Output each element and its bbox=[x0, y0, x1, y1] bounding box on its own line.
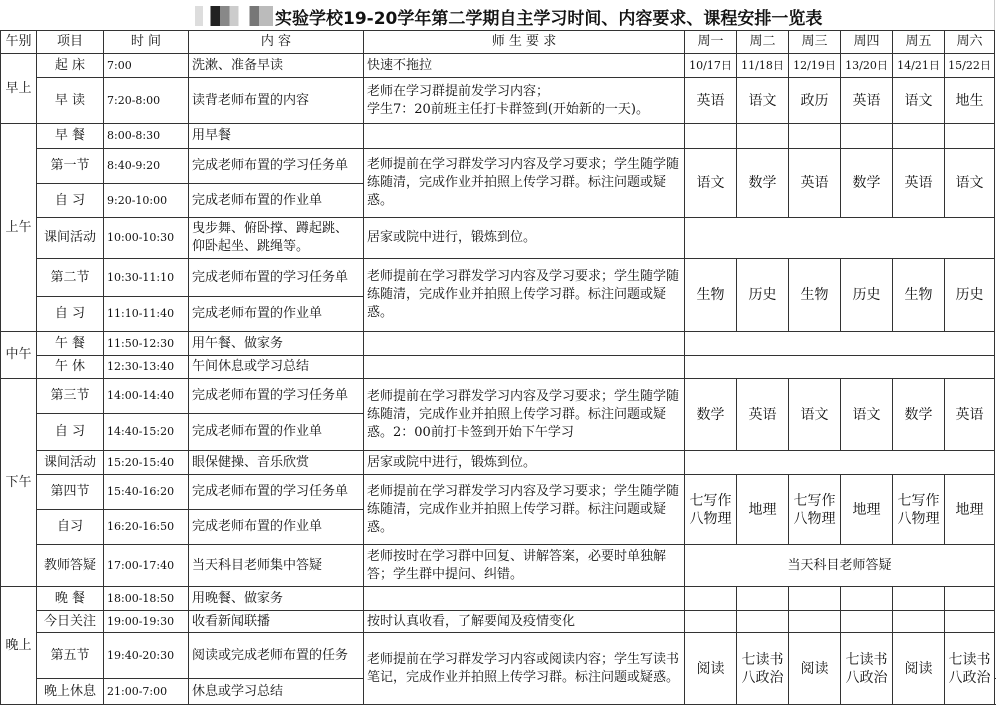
content-cell: 收看新闻联播 bbox=[189, 611, 364, 633]
subject-cell: 阅读 bbox=[893, 633, 945, 705]
subject-cell: 七读书八政治 bbox=[737, 633, 789, 705]
subject-cell: 语文 bbox=[841, 379, 893, 451]
date-cell: 10/17日 bbox=[685, 54, 737, 78]
empty-cell bbox=[685, 451, 995, 475]
time-cell: 15:40-16:20 bbox=[104, 475, 189, 510]
item-cell: 自习 bbox=[37, 510, 104, 545]
table-row bbox=[1, 475, 995, 510]
content-cell: 午间休息或学习总结 bbox=[189, 356, 364, 379]
item-cell: 午 餐 bbox=[37, 332, 104, 356]
item-cell: 午 休 bbox=[37, 356, 104, 379]
subject-cell: 历史 bbox=[945, 259, 995, 332]
empty-cell bbox=[685, 587, 737, 611]
item-cell: 第二节 bbox=[37, 259, 104, 297]
time-cell: 12:30-13:40 bbox=[104, 356, 189, 379]
requirement-cell: 居家或院中进行，锻炼到位。 bbox=[364, 451, 685, 475]
period-cell: 早上 bbox=[1, 54, 37, 124]
requirement-cell bbox=[364, 587, 685, 611]
item-cell: 晚上休息 bbox=[37, 679, 104, 705]
empty-cell bbox=[789, 587, 841, 611]
content-cell: 读背老师布置的内容 bbox=[189, 78, 364, 124]
item-cell: 早 餐 bbox=[37, 124, 104, 149]
subject-cell: 阅读 bbox=[685, 633, 737, 705]
requirement-cell: 老师提前在学习群发学习内容及学习要求；学生随学随练随清，完成作业并拍照上传学习群。标注问题或疑惑。 bbox=[364, 259, 685, 332]
empty-cell bbox=[945, 124, 995, 149]
content-cell: 眼保健操、音乐欣赏 bbox=[189, 451, 364, 475]
content-cell: 休息或学习总结 bbox=[189, 679, 364, 705]
time-cell: 16:20-16:50 bbox=[104, 510, 189, 545]
content-cell: 完成老师布置的学习任务单 bbox=[189, 259, 364, 297]
subject-cell: 七读书八政治 bbox=[945, 633, 995, 705]
content-cell: 完成老师布置的作业单 bbox=[189, 297, 364, 332]
subject-cell: 数学 bbox=[685, 379, 737, 451]
item-cell: 晚 餐 bbox=[37, 587, 104, 611]
time-cell: 14:40-15:20 bbox=[104, 414, 189, 451]
content-cell: 用晚餐、做家务 bbox=[189, 587, 364, 611]
subject-cell: 政历 bbox=[789, 78, 841, 124]
period-cell: 中午 bbox=[1, 332, 37, 379]
period-cell: 晚上 bbox=[1, 587, 37, 705]
empty-cell bbox=[841, 124, 893, 149]
subject-cell: 生物 bbox=[893, 259, 945, 332]
time-cell: 10:30-11:10 bbox=[104, 259, 189, 297]
item-cell: 自 习 bbox=[37, 297, 104, 332]
requirement-cell: 快速不拖拉 bbox=[364, 54, 685, 78]
item-cell: 第四节 bbox=[37, 475, 104, 510]
subject-cell: 英语 bbox=[945, 379, 995, 451]
schedule-table bbox=[0, 30, 995, 705]
subject-cell: 英语 bbox=[737, 379, 789, 451]
subject-cell: 地理 bbox=[841, 475, 893, 545]
content-cell: 完成老师布置的作业单 bbox=[189, 414, 364, 451]
subject-cell: 地理 bbox=[737, 475, 789, 545]
period-cell: 上午 bbox=[1, 124, 37, 332]
table-row bbox=[1, 451, 995, 475]
time-cell: 8:00-8:30 bbox=[104, 124, 189, 149]
requirement-cell: 老师提前在学习群发学习内容及学习要求；学生随学随练随清，完成作业并拍照上传学习群。标注问题或疑惑。 bbox=[364, 475, 685, 545]
empty-cell bbox=[737, 587, 789, 611]
empty-cell bbox=[841, 587, 893, 611]
header-cell: 内 容 bbox=[189, 31, 364, 54]
empty-cell bbox=[685, 124, 737, 149]
item-cell: 第五节 bbox=[37, 633, 104, 679]
item-cell: 今日关注 bbox=[37, 611, 104, 633]
subject-cell: 英语 bbox=[789, 149, 841, 218]
requirement-cell: 按时认真收看，了解要闻及疫情变化 bbox=[364, 611, 685, 633]
time-cell: 17:00-17:40 bbox=[104, 545, 189, 587]
header-cell: 师 生 要 求 bbox=[364, 31, 685, 54]
content-cell: 完成老师布置的学习任务单 bbox=[189, 149, 364, 184]
table-row bbox=[1, 259, 995, 297]
time-cell: 8:40-9:20 bbox=[104, 149, 189, 184]
content-cell: 当天科目老师集中答疑 bbox=[189, 545, 364, 587]
subject-cell: 阅读 bbox=[789, 633, 841, 705]
subject-cell: 历史 bbox=[841, 259, 893, 332]
empty-cell bbox=[893, 611, 945, 633]
content-cell: 用午餐、做家务 bbox=[189, 332, 364, 356]
item-cell: 课间活动 bbox=[37, 451, 104, 475]
answer-cell: 当天科目老师答疑 bbox=[685, 545, 995, 587]
table-row bbox=[1, 124, 995, 149]
content-cell: 完成老师布置的学习任务单 bbox=[189, 475, 364, 510]
content-cell: 完成老师布置的作业单 bbox=[189, 510, 364, 545]
item-cell: 第三节 bbox=[37, 379, 104, 414]
redacted-school-name bbox=[195, 6, 273, 26]
requirement-cell bbox=[364, 124, 685, 149]
header-cell: 周三 bbox=[789, 31, 841, 54]
table-row bbox=[1, 611, 995, 633]
table-row bbox=[1, 332, 995, 356]
empty-cell bbox=[737, 611, 789, 633]
requirement-cell: 老师在学习群提前发学习内容； 学生7：20前班主任打卡群签到(开始新的一天)。 bbox=[364, 78, 685, 124]
subject-cell: 英语 bbox=[685, 78, 737, 124]
requirement-cell: 老师提前在学习群发学习内容或阅读内容；学生写读书笔记，完成作业并拍照上传学习群。标注问题或疑惑。 bbox=[364, 633, 685, 705]
empty-cell bbox=[685, 611, 737, 633]
date-cell: 13/20日 bbox=[841, 54, 893, 78]
item-cell: 课间活动 bbox=[37, 218, 104, 259]
empty-cell bbox=[789, 611, 841, 633]
time-cell: 9:20-10:00 bbox=[104, 184, 189, 218]
header-cell: 周一 bbox=[685, 31, 737, 54]
subject-cell: 生物 bbox=[685, 259, 737, 332]
time-cell: 21:00-7:00 bbox=[104, 679, 189, 705]
document-title bbox=[0, 0, 995, 30]
content-cell: 完成老师布置的作业单 bbox=[189, 184, 364, 218]
subject-cell: 语文 bbox=[893, 78, 945, 124]
requirement-cell bbox=[364, 356, 685, 379]
content-cell: 曳步舞、俯卧撑、蹲起跳、仰卧起坐、跳绳等。 bbox=[189, 218, 364, 259]
time-cell: 11:10-11:40 bbox=[104, 297, 189, 332]
subject-cell: 数学 bbox=[737, 149, 789, 218]
empty-cell bbox=[893, 587, 945, 611]
table-row bbox=[1, 54, 995, 78]
time-cell: 19:00-19:30 bbox=[104, 611, 189, 633]
content-cell: 用早餐 bbox=[189, 124, 364, 149]
requirement-cell: 居家或院中进行，锻炼到位。 bbox=[364, 218, 685, 259]
subject-cell: 数学 bbox=[893, 379, 945, 451]
subject-cell: 七写作八物理 bbox=[789, 475, 841, 545]
date-cell: 12/19日 bbox=[789, 54, 841, 78]
subject-cell: 七写作八物理 bbox=[685, 475, 737, 545]
item-cell: 第一节 bbox=[37, 149, 104, 184]
subject-cell: 七读书八政治 bbox=[841, 633, 893, 705]
subject-cell: 英语 bbox=[893, 149, 945, 218]
empty-cell bbox=[685, 356, 995, 379]
requirement-cell: 老师提前在学习群发学习内容及学习要求；学生随学随练随清，完成作业并拍照上传学习群。标注问题或疑惑。 bbox=[364, 149, 685, 218]
subject-cell: 语文 bbox=[685, 149, 737, 218]
content-cell: 阅读或完成老师布置的任务 bbox=[189, 633, 364, 679]
empty-cell bbox=[841, 611, 893, 633]
empty-cell bbox=[789, 124, 841, 149]
empty-cell bbox=[945, 587, 995, 611]
empty-cell bbox=[685, 332, 995, 356]
subject-cell: 语文 bbox=[789, 379, 841, 451]
table-row bbox=[1, 149, 995, 184]
time-cell: 18:00-18:50 bbox=[104, 587, 189, 611]
table-row bbox=[1, 633, 995, 679]
empty-cell bbox=[945, 611, 995, 633]
header-cell: 周二 bbox=[737, 31, 789, 54]
time-cell: 15:20-15:40 bbox=[104, 451, 189, 475]
table-row bbox=[1, 356, 995, 379]
time-cell: 19:40-20:30 bbox=[104, 633, 189, 679]
subject-cell: 数学 bbox=[841, 149, 893, 218]
subject-cell: 语文 bbox=[737, 78, 789, 124]
header-cell: 周五 bbox=[893, 31, 945, 54]
content-cell: 完成老师布置的学习任务单 bbox=[189, 379, 364, 414]
item-cell: 自 习 bbox=[37, 414, 104, 451]
subject-cell: 七写作八物理 bbox=[893, 475, 945, 545]
subject-cell: 地理 bbox=[945, 475, 995, 545]
table-row bbox=[1, 587, 995, 611]
content-cell: 洗漱、准备早读 bbox=[189, 54, 364, 78]
time-cell: 7:00 bbox=[104, 54, 189, 78]
header-cell: 时 间 bbox=[104, 31, 189, 54]
header-cell: 项目 bbox=[37, 31, 104, 54]
requirement-cell: 老师提前在学习群发学习内容及学习要求；学生随学随练随清，完成作业并拍照上传学习群。标注问题或疑惑。2：00前打卡签到开始下午学习 bbox=[364, 379, 685, 451]
table-row bbox=[1, 379, 995, 414]
header-cell: 周六 bbox=[945, 31, 995, 54]
period-cell: 下午 bbox=[1, 379, 37, 587]
requirement-cell: 老师按时在学习群中回复、讲解答案，必要时单独解答；学生群中提问、纠错。 bbox=[364, 545, 685, 587]
title-text: 实验学校19-20学年第二学期自主学习时间、内容要求、课程安排一览表 bbox=[275, 9, 823, 29]
item-cell: 起 床 bbox=[37, 54, 104, 78]
subject-cell: 历史 bbox=[737, 259, 789, 332]
time-cell: 7:20-8:00 bbox=[104, 78, 189, 124]
subject-cell: 英语 bbox=[841, 78, 893, 124]
item-cell: 自 习 bbox=[37, 184, 104, 218]
date-cell: 11/18日 bbox=[737, 54, 789, 78]
date-cell: 14/21日 bbox=[893, 54, 945, 78]
requirement-cell bbox=[364, 332, 685, 356]
subject-cell: 语文 bbox=[945, 149, 995, 218]
time-cell: 10:00-10:30 bbox=[104, 218, 189, 259]
subject-cell: 地生 bbox=[945, 78, 995, 124]
date-cell: 15/22日 bbox=[945, 54, 995, 78]
time-cell: 14:00-14:40 bbox=[104, 379, 189, 414]
subject-cell: 生物 bbox=[789, 259, 841, 332]
table-row bbox=[1, 218, 995, 259]
item-cell: 教师答疑 bbox=[37, 545, 104, 587]
table-row bbox=[1, 78, 995, 124]
header-cell: 周四 bbox=[841, 31, 893, 54]
table-row bbox=[1, 545, 995, 587]
item-cell: 早 读 bbox=[37, 78, 104, 124]
empty-cell bbox=[685, 218, 995, 259]
empty-cell bbox=[893, 124, 945, 149]
header-cell: 午别 bbox=[1, 31, 37, 54]
time-cell: 11:50-12:30 bbox=[104, 332, 189, 356]
empty-cell bbox=[737, 124, 789, 149]
